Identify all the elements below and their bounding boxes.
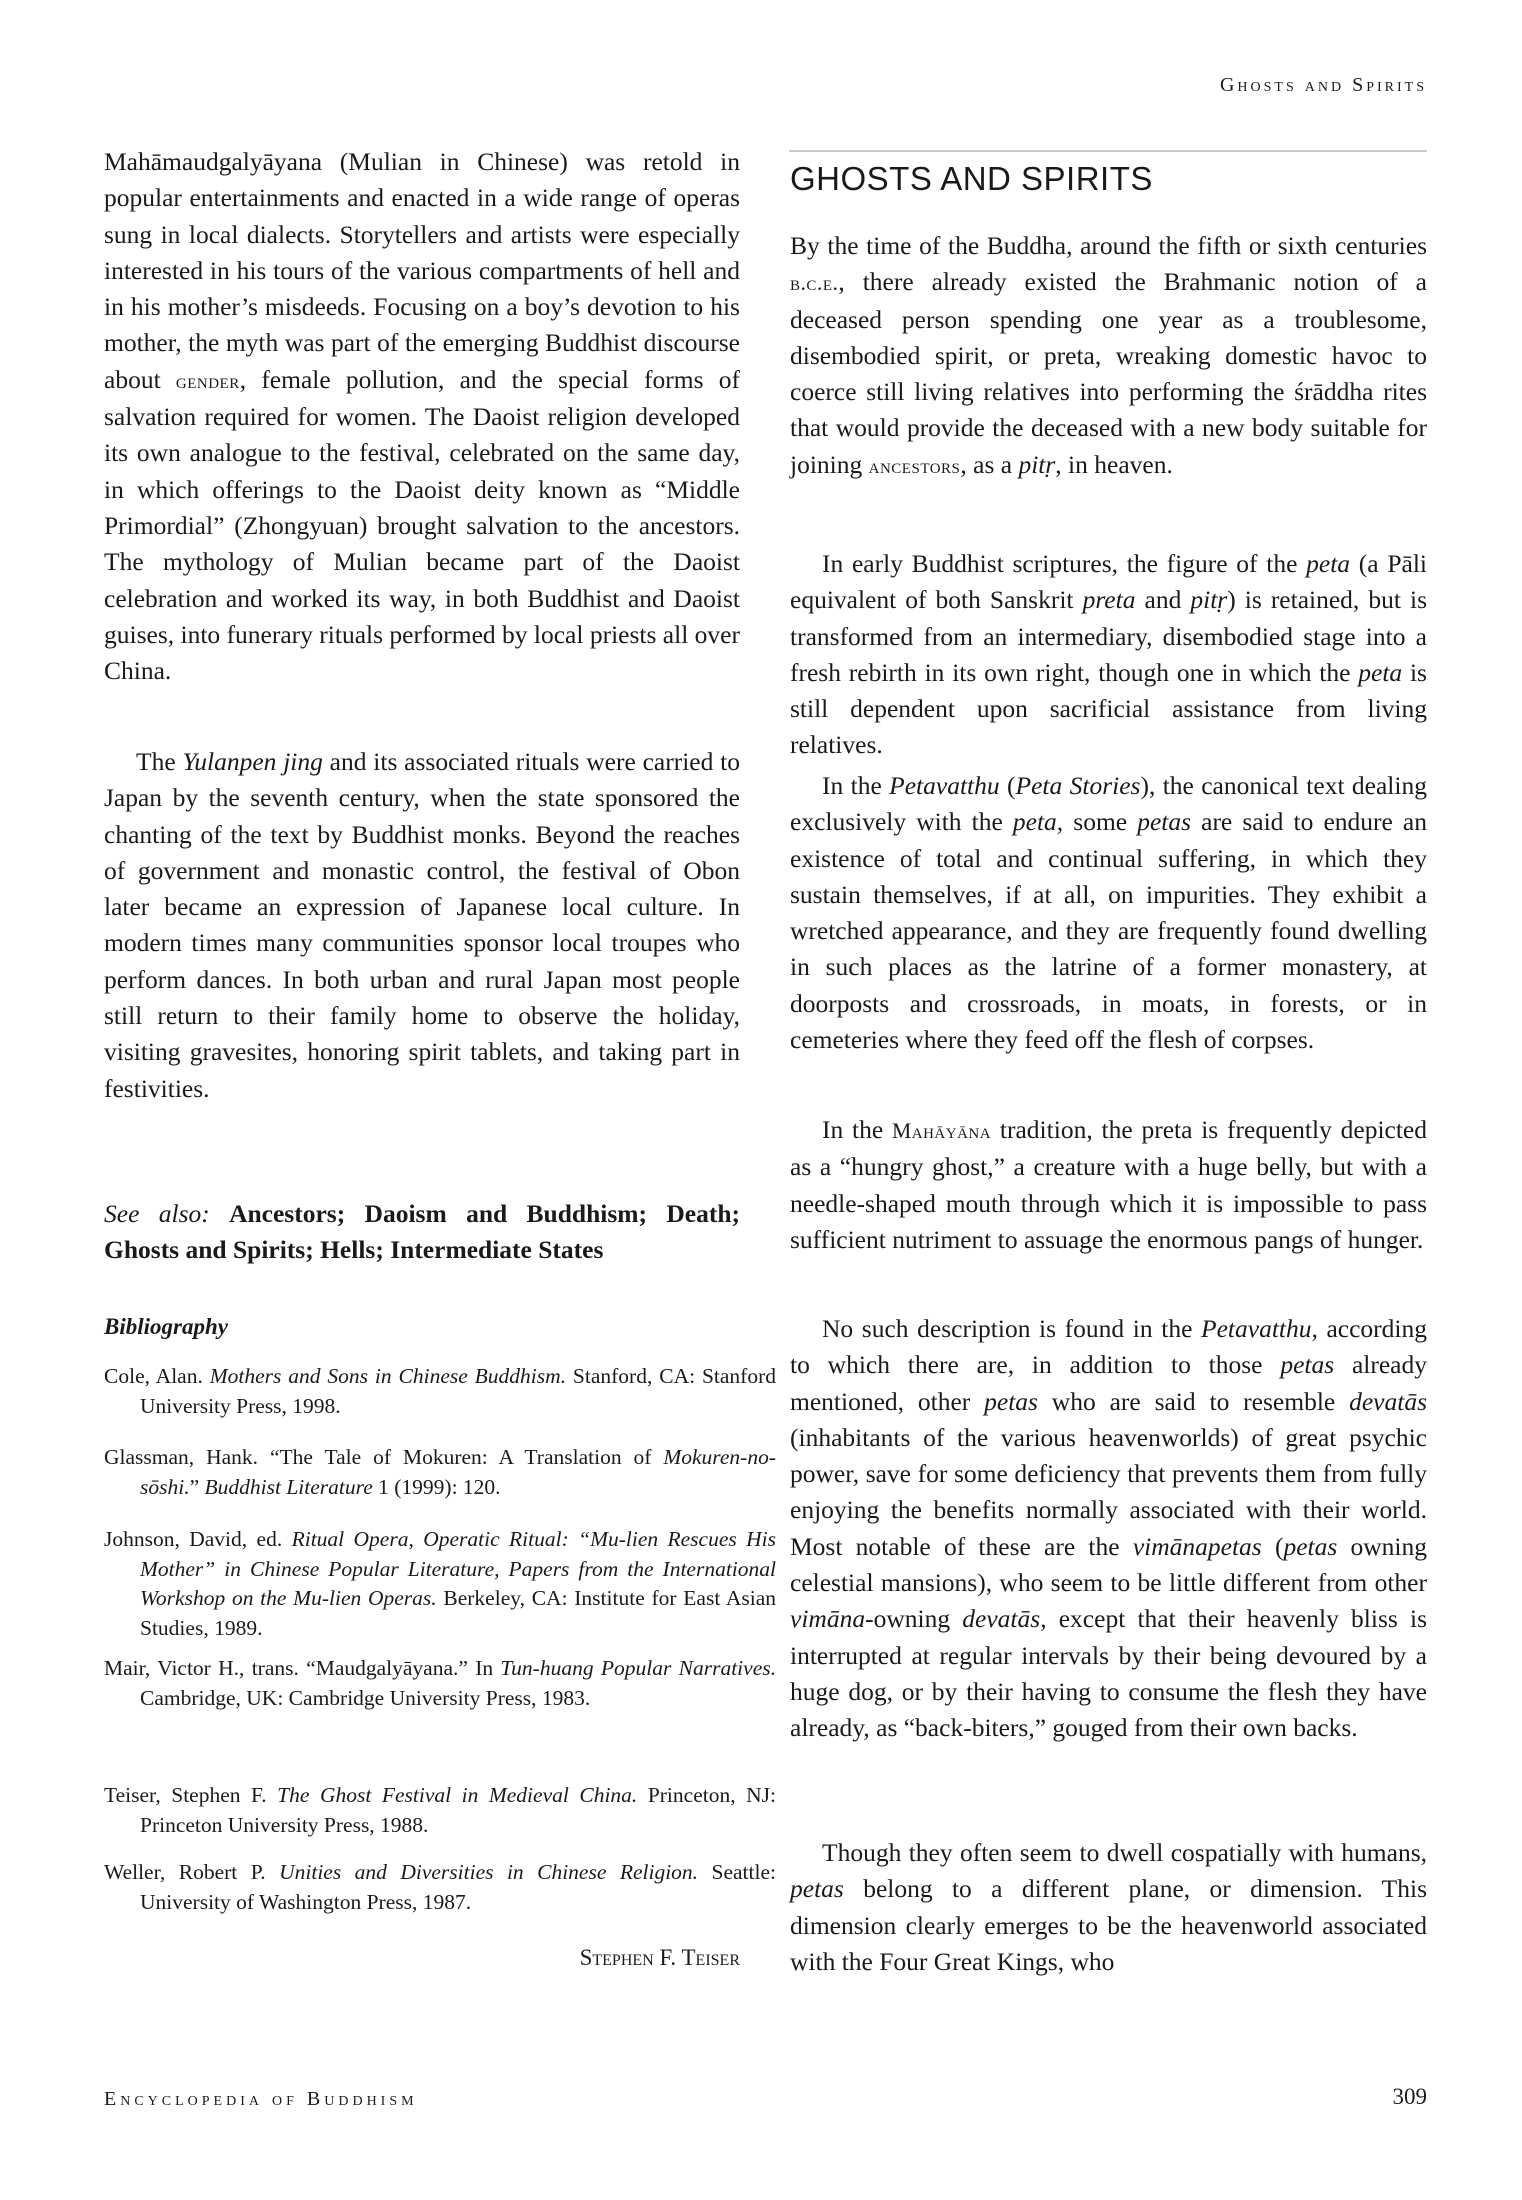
bibliography-entry (104, 1858, 776, 1917)
text-run: In the (822, 771, 890, 800)
text-run: , in heaven. (1055, 449, 1173, 479)
text-run: Cole, Alan. (104, 1364, 210, 1388)
text-run: In the (822, 1115, 893, 1144)
text-run: (a Pāli equivalent of both Sanskrit (790, 549, 1427, 615)
italic-text: vimānapetas (1132, 1531, 1262, 1561)
paragraph (104, 744, 740, 1107)
bibliography-entry (104, 1781, 776, 1840)
paragraph (790, 228, 1427, 484)
text-run: some (1063, 807, 1138, 837)
small-caps-text: Mahāyāna (892, 1119, 992, 1143)
text-run: already mentioned, other (790, 1350, 1427, 1416)
small-caps-text: b.c.e. (790, 271, 839, 296)
text-run: belong to a different plane, or dimension. This dimension clearly emerges to be the heavenworld associated with the Four Great Kings, who (790, 1874, 1427, 1976)
text-run: Johnson, David, ed. (104, 1527, 292, 1551)
italic-text: pitṛ (1190, 585, 1228, 615)
text-run: By the time of the Buddha, around the fifth or sixth centuries (790, 231, 1427, 260)
text-run: Glassman, Hank. “The Tale of Mokuren: A Translation of (104, 1445, 664, 1469)
paragraph (104, 144, 740, 689)
italic-text: Tun-huang Popular Narratives. (500, 1656, 776, 1680)
text-run: Mahāmaudgalyāyana (Mulian in Chinese) was retold in popular entertainments and enacted in a wide range of operas sung in local dialects. Storytellers and artists were especially interested in his tours of the various compartments of hell and in his mother’s misdeeds. Focusing on a boy’s devotion to his mother, the myth was part of the emerging Buddhist discourse about (104, 147, 740, 394)
article-title: GHOSTS AND SPIRITS (790, 160, 1153, 197)
italic-text: Petavatthu, (1201, 1314, 1318, 1343)
italic-text: Mokuren-no-sōshi. (140, 1445, 776, 1499)
italic-text: preta (1082, 585, 1136, 615)
text-run: Cambridge, UK: Cambridge University Press, 1983. (140, 1685, 591, 1710)
running-header: Ghosts and Spirits (1219, 74, 1427, 96)
italic-text: vimāna (790, 1604, 866, 1634)
paragraph (790, 768, 1427, 1058)
italic-text: devatās, (962, 1604, 1047, 1634)
bibliography-entry (104, 1443, 776, 1502)
text-run: owning celestial mansions), who seem to be little different from other (790, 1531, 1428, 1598)
text-run: The (136, 747, 183, 776)
text-run: Seattle: University of Washington Press, 1987. (140, 1860, 776, 1914)
paragraph (790, 1835, 1427, 1980)
header-rule (789, 150, 1427, 152)
italic-text: Unities and Diversities in Chinese Religion. (279, 1860, 699, 1884)
paragraph (790, 1112, 1427, 1258)
text-run: and (1135, 585, 1191, 615)
text-run: tradition, the preta is frequently depicted as a “hungry ghost,” a creature with a huge belly, but with a needle-shaped mouth through which it is impossible to pass sufficient nutriment to assuage the enormous pangs of hunger. (790, 1115, 1427, 1254)
bibliography-entry (104, 1362, 776, 1421)
paragraph (790, 1311, 1427, 1747)
text-run: ), the canonical text dealing exclusively with the (790, 771, 1427, 837)
italic-text: Peta Stories (1015, 771, 1141, 800)
text-run: No such description is found in the (822, 1314, 1202, 1343)
italic-text: Mothers and Sons in Chinese Buddhism. (209, 1364, 567, 1388)
text-run: , there already existed the Brahmanic notion of a deceased person spending one year as a troublesome, disembodied spirit, or preta, wreaking domestic havoc to coerce still living relatives into performing the śrāddha rites that would provide the deceased with a new body suitable for joining (790, 267, 1427, 479)
text-run: (inhabitants of the various heavenworlds) of great psychic power, save for some deficiency that prevents them from fully enjoying the benefits normally associated with their world. Most notable of these are the (790, 1422, 1427, 1561)
text-run: ( (1261, 1531, 1284, 1561)
text-run: ) is retained, but is transformed from an intermediary, disembodied stage into a fresh rebirth in its own right, though one in which the (790, 585, 1427, 687)
text-run: , female pollution, and the special forms of salvation required for women. The Daoist religion developed its own analogue to the festival, celebrated on the same day, in which offerings to the Daoist deity known as “Middle Primordial” (Zhongyuan) brought salvation to the ancestors. The mythology of Mulian became part of the Daoist celebration and worked its way, in both Buddhist and Daoist guises, into funerary rituals performed by local priests all over China. (104, 364, 740, 686)
italic-text: petas (1280, 1350, 1335, 1380)
italic-text: devatās (1349, 1386, 1427, 1416)
text-run: , as a (960, 449, 1019, 479)
article-author: Stephen F. Teiser (579, 1945, 740, 1970)
text-run: ( (999, 771, 1016, 800)
italic-text: The Ghost Festival in Medieval China. (277, 1783, 638, 1807)
text-run: Weller, Robert P. (104, 1860, 280, 1884)
small-caps-text: gender (175, 368, 240, 393)
italic-text: Buddhist Literature (204, 1474, 373, 1499)
italic-text: See also: (104, 1199, 230, 1228)
cross-reference: Ancestors; Daoism and Buddhism; Death; Ghosts and Spirits; Hells; Intermediate States (104, 1199, 740, 1265)
italic-text: peta (1358, 657, 1403, 687)
text-run: who are said to resemble (1037, 1386, 1350, 1416)
see-also (104, 1196, 740, 1269)
text-run: Berkeley, CA: Institute for East Asian Studies, 1989. (140, 1586, 776, 1640)
text-run: Mair, Victor H., trans. “Maudgalyāyana.” In (104, 1656, 501, 1680)
text-run: Princeton, NJ: Princeton University Press, 1988. (140, 1783, 776, 1837)
text-run: is still dependent upon sacrificial assistance from living relatives. (790, 657, 1427, 760)
text-run: In early Buddhist scriptures, the figure of the (822, 549, 1307, 578)
italic-text: peta, (1012, 807, 1064, 837)
italic-text: petas (1137, 807, 1192, 837)
bibliography-entry (104, 1654, 776, 1713)
text-run: Teiser, Stephen F. (104, 1783, 278, 1807)
text-run: 1 (1999): 120. (372, 1474, 501, 1499)
footer-book-title: Encyclopedia of Buddhism (104, 2088, 418, 2110)
italic-text: Petavatthu (889, 771, 1000, 800)
text-run: Though they often seem to dwell cospatially with humans, (822, 1838, 1427, 1867)
text-run: Stanford, CA: Stanford University Press, 1998. (140, 1364, 776, 1418)
bibliography-heading: Bibliography (104, 1314, 228, 1339)
italic-text: pitṛ (1018, 449, 1056, 479)
paragraph (790, 546, 1427, 764)
text-run: according to which there are, in addition to those (790, 1314, 1428, 1380)
text-run: are said to endure an existence of total and continual suffering, in which they sustain themselves, if at all, on impurities. They exhibit a wretched appearance, and they are frequently found dwelling in such places as the latrine of a former monastery, at doorposts and crossroads, in moats, in forests, or in cemeteries where they feed off the flesh of corpses. (790, 807, 1427, 1055)
text-run: ” (189, 1474, 205, 1499)
italic-text: petas (790, 1874, 844, 1904)
page-number: 309 (1392, 2084, 1427, 2109)
italic-text: petas (984, 1386, 1038, 1416)
small-caps-text: ancestors (868, 453, 961, 478)
italic-text: Yulanpen jing (182, 747, 323, 776)
text-run: except that their heavenly bliss is interrupted at regular intervals by their being devoured by a huge dog, or by their having to consume the flesh they have already, as “back-biters,” gouged from their own backs. (790, 1604, 1427, 1743)
italic-text: peta (1306, 549, 1351, 578)
italic-text: Ritual Opera, Operatic Ritual: “Mu-lien Rescues His Mother” in Chinese Popular Literature, Papers from the International Workshop on the Mu-lien Operas. (140, 1527, 776, 1611)
bibliography-entry (104, 1525, 776, 1643)
italic-text: petas (1283, 1531, 1338, 1561)
text-run: -owning (865, 1604, 963, 1634)
text-run: and its associated rituals were carried to Japan by the seventh century, when the state sponsored the chanting of the text by Buddhist monks. Beyond the reaches of government and monastic control, the festival of Obon later became an expression of Japanese local culture. In modern times many communities sponsor local troupes who perform dances. In both urban and rural Japan most people still return to their family home to observe the holiday, visiting gravesites, honoring spirit tablets, and taking part in festivities. (104, 747, 740, 1103)
